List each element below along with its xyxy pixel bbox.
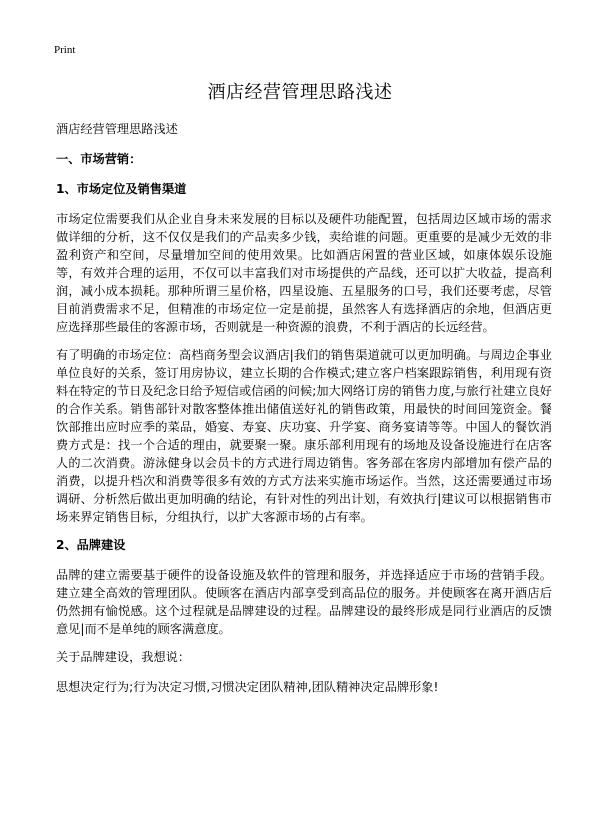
print-link[interactable]: Print: [54, 44, 76, 56]
subsection-heading-brand: 2、品牌建设: [56, 538, 126, 552]
section-heading-marketing: 一、市场营销：: [56, 152, 142, 166]
paragraph-brand-motto: 思想决定行为;行为决定习惯,习惯决定团队精神,团队精神决定品牌形象!: [56, 680, 439, 694]
paragraph-sales-channels: 有了明确的市场定位：高档商务型会议酒店|我们的销售渠道就可以更加明确。与周边企事业单位良好的关系，签订用房协议，建立长期的合作模式;建立客户档案跟踪销售，利用现有资料在特定的节日及纪念日给予短信或信函的问候;加大网络订房的销售力度,与旅行社建立良好的合作关系。销售部针对散客整体推出储值送好礼的销售政策，用最快的时间回笼资金。餐饮部推出应时应季的菜品，婚宴、寿宴、庆功宴、升学宴、商务宴请等等。中国人的餐饮消费方式是：找一个合适的理由，就要聚一聚。康乐部利用现有的场地及设备设施进行在店客人的二次消费。游泳健身以会员卡的方式进行周边销售。客务部在客房内部增加有偿产品的消费，以提升档次和消费等很多有效的方式方法来实施市场运作。当然，这还需要通过市场调研、分析然后做出更加明确的结论，有针对性的列出计划，有效执行|建议可以根据销售市场来界定销售目标，分组执行，以扩大客源市场的占有率。: [56, 348, 552, 524]
document-body: [56, 120, 552, 708]
page-title: 酒店经营管理思路浅述: [207, 82, 393, 103]
subsection-heading-positioning: 1、市场定位及销售渠道: [56, 182, 187, 196]
paragraph-brand: 品牌的建立需要基于硬件的设备设施及软件的管理和服务，并选择适应于市场的营销手段。建立建全高效的管理团队。使顾客在酒店内部享受到高品位的服务。并使顾客在离开酒店后仍然拥有愉悦感。这个过程就是品牌建设的过程。品牌建设的最终形成是同行业酒店的反馈意见|而不是单纯的顾客满意度。: [56, 568, 552, 636]
document-subtitle: 酒店经营管理思路浅述: [56, 122, 178, 136]
paragraph-positioning: 市场定位需要我们从企业自身未来发展的目标以及硬件功能配置，包括周边区域市场的需求做详细的分析，这不仅仅是我们的产品卖多少钱，卖给谁的问题。更重要的是减少无效的非盈利资产和空间，尽量增加空间的使用效果。比如酒店闲置的营业区域，如康体娱乐设施等，有效并合理的运用，不仅可以丰富我们对市场提供的产品线，还可以扩大收益，提高利润，减小成本损耗。那种所谓三星价格，四星设施、五星服务的口号，我们还要考虑，尽管目前消费需求不足，但精准的市场定位一定是前提，虽然客人有选择酒店的余地，但酒店更应选择那些最佳的客源市场，否则就是一种资源的浪费，不利于酒店的长远经营。: [56, 212, 552, 334]
paragraph-brand-intro: 关于品牌建设，我想说：: [56, 650, 191, 664]
